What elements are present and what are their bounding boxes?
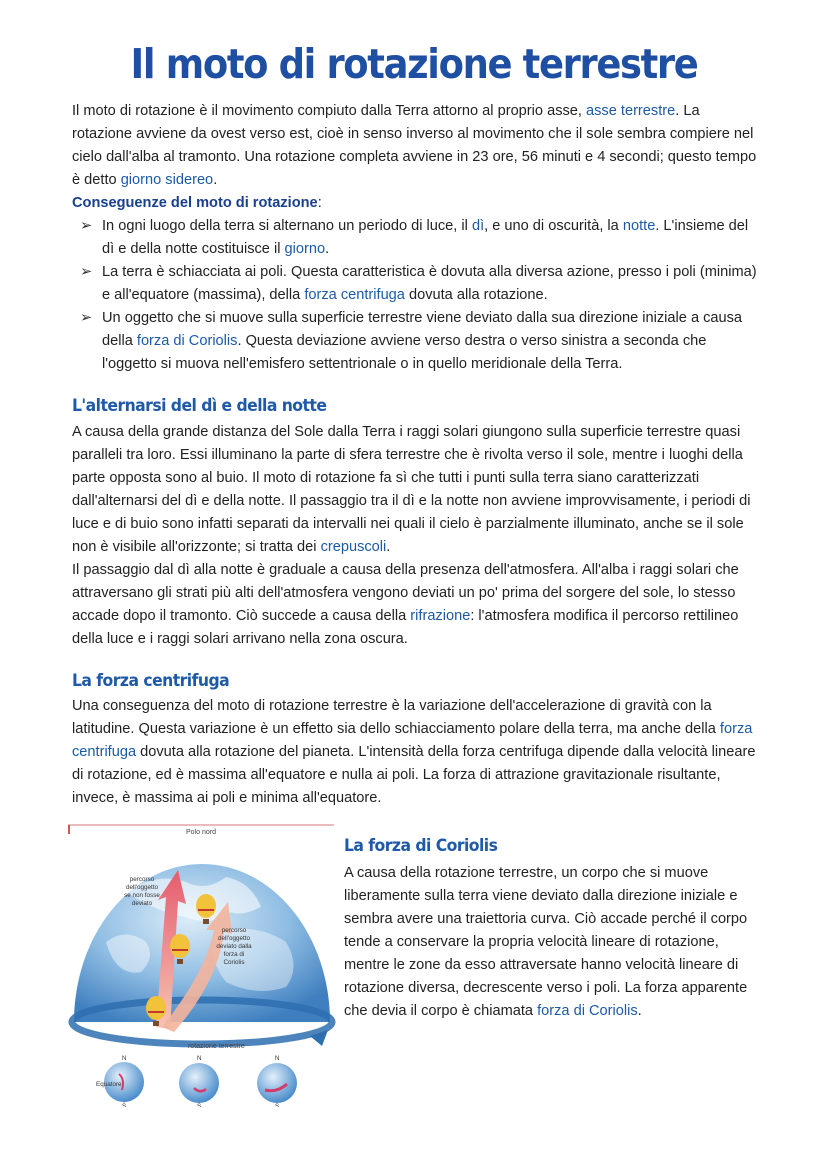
label-polo-nord: Polo nord <box>186 829 216 836</box>
consequences-heading: Conseguenze del moto di rotazione <box>72 195 318 211</box>
item-text: In ogni luogo della terra si alternano un periodo di luce, il <box>102 218 472 234</box>
section-heading-coriolis: La forza di Coriolis <box>344 836 498 856</box>
arrow-bullet-icon: ➢ <box>80 264 93 280</box>
caption-line: Coriolis <box>223 959 245 966</box>
intro-text-3: . <box>213 172 218 188</box>
section-heading-centrifugal: La forza centrifuga <box>72 671 230 691</box>
caption-line: dell'oggetto <box>217 935 251 942</box>
item-text: dovuta alla rotazione. <box>404 287 548 303</box>
list-item <box>80 215 762 261</box>
item-text: La terra è schiacciata ai poli. Questa caratteristica è dovuta alla diversa azione, presso i poli (minima) e all'equatore (massima), della <box>102 264 757 303</box>
paragraph-text: A causa della rotazione terrestre, un corpo che si muove liberamente sulla terra viene deviato dalla direzione iniziale e sembra avere una traiettoria curva. Ciò accade perché il corpo tende a conservare la propria velocità lineare di rotazione, mentre le zone da esso attraversate hanno velocità lineare di rotazione diversa, decrescente verso i poli. La forza apparente che devia il corpo è chiamata <box>344 865 748 1019</box>
intro-text-2: . La rotazione avviene da ovest verso est, cioè in senso inverso al movimento che il sole sembra compiere nel cielo dall'alba al tramonto. Una rotazione completa avviene in 23 ore, 56 minuti e 4 secondi; questo tempo è detto <box>72 103 757 188</box>
intro-text: Il moto di rotazione è il movimento compiuto dalla Terra attorno al proprio asse, <box>72 103 587 119</box>
arrow-bullet-icon: ➢ <box>80 218 93 234</box>
link-rifrazione[interactable]: rifrazione <box>410 608 471 624</box>
paragraph-text: . <box>637 1003 642 1019</box>
alternate-section-body <box>72 421 762 651</box>
arrow-bullet-icon: ➢ <box>80 310 93 326</box>
link-asse-terrestre[interactable]: asse terrestre <box>586 103 676 119</box>
caption-line: forza di <box>223 951 245 958</box>
paragraph-text: . <box>386 539 391 555</box>
link-forza-centrifuga[interactable]: forza centrifuga <box>304 287 405 303</box>
paragraph-text: dovuta alla rotazione del pianeta. L'intensità della forza centrifuga dipende dalla velocità lineare di rotazione, ed è massima all'equatore e nulla ai poli. La forza di attrazione gravitazionale risultante, invece, è massima ai poli e minima all'equatore. <box>72 744 756 806</box>
item-text: . Questa deviazione avviene verso destra o verso sinistra a seconda che l'oggetto si muova nell'emisfero settentrionale o in quello meridionale della Terra. <box>102 333 707 372</box>
list-item <box>80 261 762 307</box>
link-forza-centrifuga-2[interactable]: forza centrifuga <box>72 721 753 760</box>
link-notte[interactable]: notte <box>622 218 656 234</box>
north-label: N <box>275 1055 280 1062</box>
page-title: Il moto di rotazione terrestre <box>130 40 698 88</box>
paragraph-text: A causa della grande distanza del Sole dalla Terra i raggi solari giungono sulla superficie terrestre quasi paralleli tra loro. Essi illuminano la parte di sfera terrestre che è rivolta verso il sole, mentre i luoghi della parte opposta sono al buio. Il moto di rotazione fa sì che tutti i punti sulla terra siano caratterizzati dall'alternarsi del dì e della notte. Il passaggio tra il dì e la notte non avviene improvvisamente, i periodi di luce e di buio sono infatti separati da intervalli nei quali il cielo è parzialmente illuminato, anche se il sole non è visibile all'orizzonte; si tratta dei <box>72 424 751 555</box>
caption-line: percorso <box>221 927 247 934</box>
coriolis-section-body <box>344 862 764 1023</box>
north-label: N <box>122 1055 127 1062</box>
link-forza-di-coriolis-2[interactable]: forza di Coriolis <box>537 1003 638 1019</box>
caption-line: deviato dalla <box>216 943 252 950</box>
consequences-heading-line <box>72 192 762 215</box>
coriolis-globe-figure <box>66 822 336 1107</box>
item-text: Un oggetto che si muove sulla superficie terrestre viene deviato dalla sua direzione iniziale a causa della <box>102 310 743 349</box>
small-globe-north <box>179 1055 219 1107</box>
centrifugal-section-body <box>72 695 762 810</box>
south-label: S <box>197 1103 202 1107</box>
south-label: S <box>122 1103 127 1107</box>
small-globe-equator <box>96 1055 144 1107</box>
caption-line: deviato <box>131 900 153 907</box>
caption-line: dell'oggetto <box>125 884 159 891</box>
caption-line: se non fosse <box>124 892 160 899</box>
item-text: . L'insieme del dì e della notte costituisce il <box>102 218 749 257</box>
link-crepuscoli[interactable]: crepuscoli <box>320 539 387 555</box>
link-forza-di-coriolis[interactable]: forza di Coriolis <box>136 333 238 349</box>
item-text: . <box>325 241 330 257</box>
paragraph-text: : l'atmosfera modifica il percorso rettilineo della luce e i raggi solari arrivano nella zona oscura. <box>72 608 739 647</box>
small-globe-south <box>257 1055 297 1107</box>
link-di[interactable]: dì <box>471 218 485 234</box>
north-label: N <box>197 1055 202 1062</box>
globe-illustration <box>66 822 336 1107</box>
link-giorno[interactable]: giorno <box>284 241 326 257</box>
caption-line: percorso <box>129 876 155 883</box>
equator-label: Equatore <box>96 1081 122 1088</box>
heading-colon: : <box>317 195 322 211</box>
item-text: , e uno di oscurità, la <box>484 218 623 234</box>
paragraph-text: Il passaggio dal dì alla notte è graduale a causa della presenza dell'atmosfera. All'alba i raggi solari che attraversano gli strati più alti dell'atmosfera vengono deviati un po' prima del sorgere del sole, lo stesso accade dopo il tramonto. Ciò succede a causa della <box>72 562 739 624</box>
south-label: S <box>275 1103 280 1107</box>
paragraph-text: Una conseguenza del moto di rotazione terrestre è la variazione dell'accelerazione di gravità con la latitudine. Questa variazione è un effetto sia dello schiacciamento polare della terra, ma anche della <box>72 698 720 737</box>
label-rotazione-terrestre: rotazione terrestre <box>188 1043 245 1050</box>
list-item <box>80 307 762 376</box>
section-heading-alternate: L'alternarsi del dì e della notte <box>72 396 327 416</box>
link-giorno-sidereo[interactable]: giorno sidereo <box>120 172 214 188</box>
intro-paragraph <box>72 100 762 376</box>
consequences-list <box>72 215 762 376</box>
